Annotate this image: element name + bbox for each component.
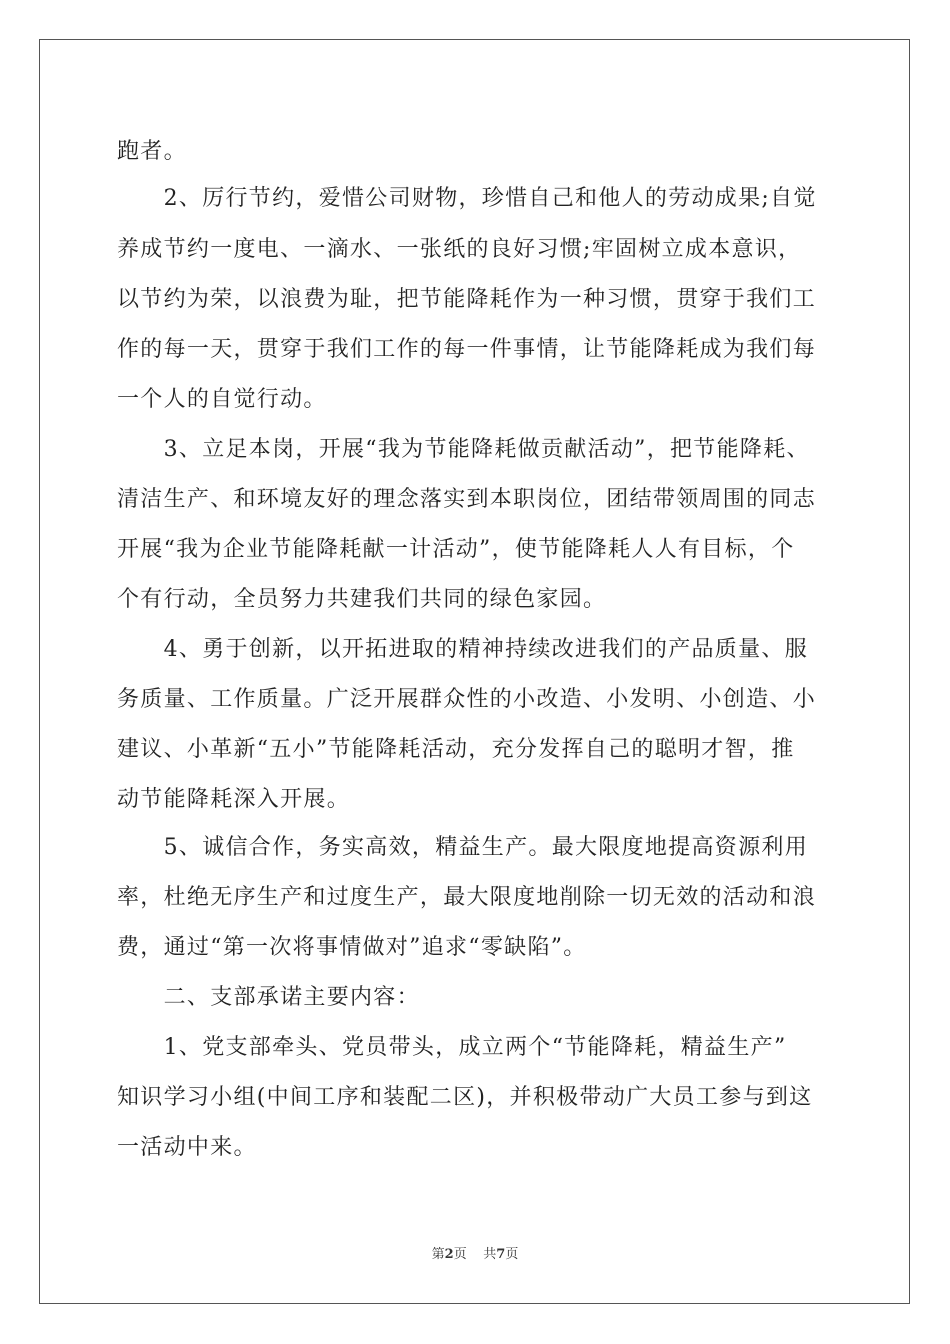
body-line: 费，通过“第一次将事情做对”追求“零缺陷”。 <box>117 935 587 960</box>
footer-page-prefix: 第 <box>431 1247 445 1262</box>
footer-total-pages: 7 <box>496 1247 506 1262</box>
body-line: 率，杜绝无序生产和过度生产，最大限度地削除一切无效的活动和浪 <box>117 885 817 910</box>
body-line: 一个人的自觉行动。 <box>117 387 327 412</box>
body-line: 跑者。 <box>117 139 187 164</box>
footer-total-suffix: 页 <box>505 1247 519 1262</box>
page-border <box>39 39 910 1304</box>
section-heading: 二、支部承诺主要内容： <box>117 985 420 1010</box>
footer-page-number: 2 <box>444 1247 454 1262</box>
body-line: 2、厉行节约，爱惜公司财物，珍惜自己和他人的劳动成果;自觉 <box>117 186 817 211</box>
body-line: 1、党支部牵头、党员带头，成立两个“节能降耗，精益生产” <box>117 1035 787 1060</box>
body-line: 开展“我为企业节能降耗献一计活动”，使节能降耗人人有目标，个 <box>117 537 795 562</box>
body-line: 作的每一天，贯穿于我们工作的每一件事情，让节能降耗成为我们每 <box>117 337 817 362</box>
body-line: 以节约为荣，以浪费为耻，把节能降耗作为一种习惯，贯穿于我们工 <box>117 287 817 312</box>
body-line: 建议、小革新“五小”节能降耗活动，充分发挥自己的聪明才智，推 <box>117 737 795 762</box>
footer-total-prefix: 共 <box>483 1247 497 1262</box>
body-line: 3、立足本岗，开展“我为节能降耗做贡献活动”，把节能降耗、 <box>117 437 810 462</box>
body-line: 务质量、工作质量。广泛开展群众性的小改造、小发明、小创造、小 <box>117 687 817 712</box>
body-line: 清洁生产、和环境友好的理念落实到本职岗位，团结带领周围的同志 <box>117 487 817 512</box>
body-line: 5、诚信合作，务实高效，精益生产。最大限度地提高资源利用 <box>117 835 808 860</box>
body-line: 养成节约一度电、一滴水、一张纸的良好习惯;牢固树立成本意识， <box>117 237 802 262</box>
body-line: 一活动中来。 <box>117 1135 257 1160</box>
page-footer <box>0 1247 950 1263</box>
body-line: 4、勇于创新，以开拓进取的精神持续改进我们的产品质量、服 <box>117 637 808 662</box>
body-line: 个有行动，全员努力共建我们共同的绿色家园。 <box>117 587 607 612</box>
body-line: 动节能降耗深入开展。 <box>117 787 351 812</box>
footer-page-suffix: 页 <box>453 1247 467 1262</box>
body-line: 知识学习小组(中间工序和装配二区)，并积极带动广大员工参与到这 <box>117 1085 813 1110</box>
